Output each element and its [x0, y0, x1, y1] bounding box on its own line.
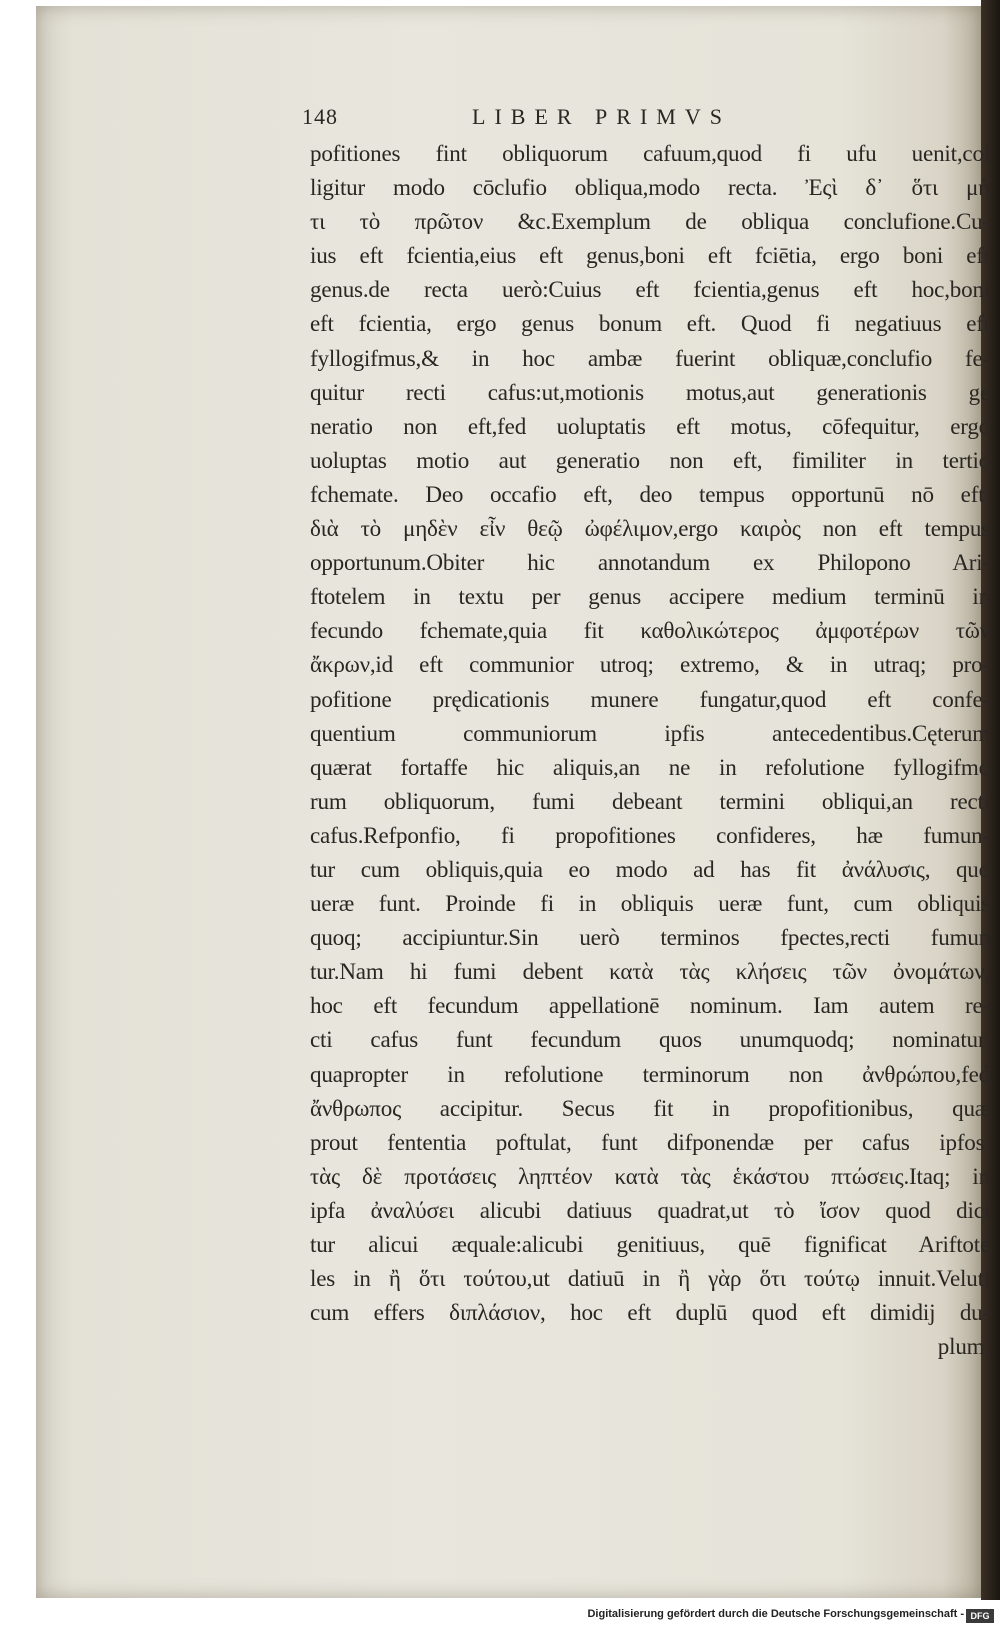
text-line: tur alicui æquale:alicubi genitiuus, quē fignificat Ariftote	[310, 1231, 990, 1257]
text-line: pofitiones fint obliquorum cafuum,quod fi ufu uenit,col	[310, 140, 990, 166]
text-line: ἄνθρωπος accipitur. Secus fit in propofitionibus, quæ	[310, 1094, 990, 1121]
text-line: genus.de recta uerò:Cuius eft fcientia,genus eft hoc,boni	[310, 276, 990, 303]
page-header	[302, 104, 982, 132]
text-line: les in ἢ ὅτι τούτου,ut datiuū in ἢ γὰρ ὅτι τούτῳ innuit.Veluti	[310, 1265, 990, 1292]
text-line: ἄκρων,id eft communior utroq; extremo, & in utraq; pro-	[310, 651, 990, 678]
text-line: quoq; accipiuntur.Sin uerò terminos fpectes,recti fumun	[310, 924, 990, 951]
text-line: hoc eft fecundum appellationē nominum. Iam autem re-	[310, 992, 990, 1019]
text-line: fecundo fchemate,quia fit καθολικώτερος ἀμφοτέρων τῶν	[310, 617, 990, 644]
text-line: cafus.Refponfio, fi propofitiones confideres, hæ fumun-	[310, 821, 990, 848]
text-line: prout fententia poftulat, funt difponendæ per cafus ipfos.	[310, 1128, 990, 1155]
text-line: tur cum obliquis,quia eo modo ad has fit ἀνάλυσις, quo	[310, 855, 990, 882]
text-line: pofitione prędicationis munere fungatur,quod eft confe-	[310, 685, 990, 712]
dfg-logo: DFG	[966, 1609, 994, 1623]
text-line: tur.Nam hi fumi debent κατὰ τὰς κλήσεις τῶν ὀνομάτων,	[310, 958, 990, 985]
text-line: quærat fortaffe hic aliquis,an ne in refolutione fyllogifmo	[310, 753, 990, 780]
text-line: plum,	[937, 1333, 990, 1360]
funding-credit: Digitalisierung gefördert durch die Deutsche Forschungsgemeinschaft -	[587, 1608, 964, 1620]
text-line: eft fcientia, ergo genus bonum eft. Quod fi negatiuus eft	[310, 310, 990, 337]
text-line: quapropter in refolutione terminorum non ἀνθρώπου,fed	[310, 1060, 990, 1087]
text-line: neratio non eft,fed uoluptatis eft motus, cōfequitur, ergo	[310, 412, 990, 439]
text-line: ueræ funt. Proinde fi in obliquis ueræ funt, cum obliquis	[310, 890, 990, 917]
page-number: 148	[302, 104, 338, 129]
text-line: opportunum.Obiter hic annotandum ex Philopono Ari-	[310, 549, 990, 576]
text-line: διὰ τὸ μηδὲν εἶν θεῷ ὠφέλιμον,ergo καιρὸς non eft tempus	[310, 515, 990, 542]
text-line: rum obliquorum, fumi debeant termini obliqui,an recti	[310, 787, 990, 814]
text-line: ius eft fcientia,eius eft genus,boni eft fciētia, ergo boni eft	[310, 242, 990, 269]
text-line: cum effers διπλάσιον, hoc eft duplū quod eft dimidij du-	[310, 1299, 990, 1326]
text-line: fyllogifmus,& in hoc ambæ fuerint obliquæ,conclufio fe-	[310, 344, 990, 371]
footer-bar	[0, 1606, 1000, 1629]
text-line: uoluptas motio aut generatio non eft, fimiliter in tertio	[310, 446, 990, 473]
text-line: ligitur modo cōclufio obliqua,modo recta. Ἐςὶ δ᾿ ὅτι μὴ	[310, 174, 990, 201]
running-head: LIBER PRIMVS	[472, 104, 731, 129]
text-line: τι τὸ πρῶτον &c.Exemplum de obliqua conclufione.Cu-	[310, 208, 990, 235]
text-line: cti cafus funt fecundum quos unumquodq; nominatur,	[310, 1026, 990, 1053]
text-line: τὰς δὲ προτάσεις ληπτέον κατὰ τὰς ἑκάστου πτώσεις.Itaq; in	[310, 1162, 990, 1189]
text-line: ipfa ἀναλύσει alicubi datiuus quadrat,ut τὸ ἴσον quod dici	[310, 1196, 990, 1223]
text-block	[310, 136, 990, 1363]
text-line: quitur recti cafus:ut,motionis motus,aut generationis ge	[310, 378, 990, 405]
text-line: quentium communiorum ipfis antecedentibus.Cęterum	[310, 719, 990, 746]
text-line: fchemate. Deo occafio eft, deo tempus opportunū nō eft,	[310, 480, 990, 507]
text-line: ftotelem in textu per genus accipere medium terminū in	[310, 583, 990, 610]
